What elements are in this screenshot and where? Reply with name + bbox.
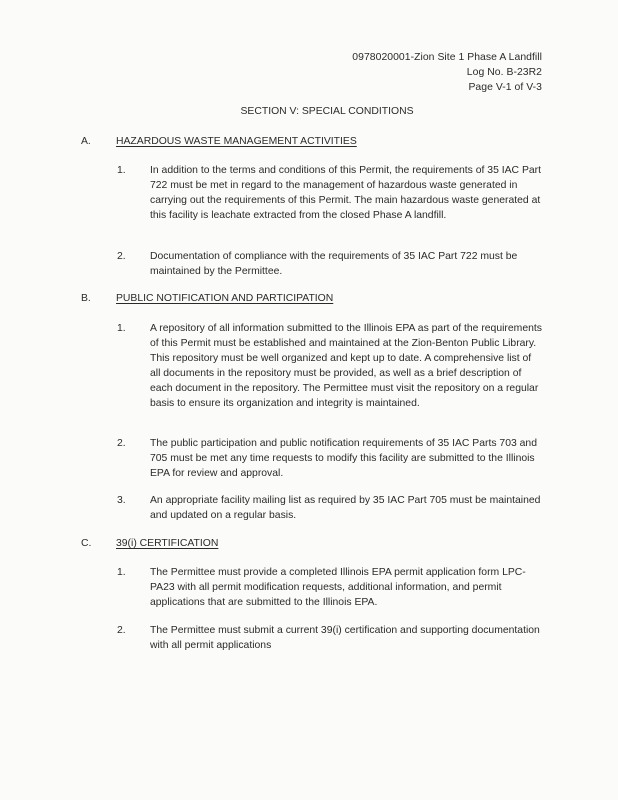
section-b-letter: B. <box>81 293 91 304</box>
facility-id-line: 0978020001-Zion Site 1 Phase A Landfill <box>352 52 542 63</box>
section-a-heading: HAZARDOUS WASTE MANAGEMENT ACTIVITIES <box>116 136 357 147</box>
section-c-item-2-number: 2. <box>117 625 126 636</box>
section-a-item-2-number: 2. <box>117 251 126 262</box>
section-a-letter: A. <box>81 136 91 147</box>
section-a-item-1-number: 1. <box>117 165 126 176</box>
section-b-item-2-number: 2. <box>117 438 126 449</box>
section-c-letter: C. <box>81 538 92 549</box>
section-b-item-1-number: 1. <box>117 323 126 334</box>
section-a-item-2-text: Documentation of compliance with the requirements of 35 IAC Part 722 must be maintained by the Permittee. <box>150 251 518 277</box>
section-a-item-1-text: In addition to the terms and conditions of this Permit, the requirements of 35 IAC Part 722 must be met in regard to the management of hazardous waste generated in carrying out the requirements of this Permit. The main hazardous waste generated at this facility is leachate extracted from the closed Phase A landfill. <box>150 165 542 221</box>
document-header <box>352 50 542 95</box>
section-b-item-3-number: 3. <box>117 495 126 506</box>
page-number-line: Page V-1 of V-3 <box>468 82 542 93</box>
section-b-heading: PUBLIC NOTIFICATION AND PARTICIPATION <box>116 293 334 304</box>
log-number-line: Log No. B-23R2 <box>466 67 542 78</box>
section-b-item-1-text: A repository of all information submitted to the Illinois EPA as part of the requirements of this Permit must be established and maintained at the Zion-Benton Public Library. This repository must be well organized and kept up to date. A comprehensive list of all documents in the repository must be provided, as well as a brief description of each document in the repository. The Permittee must visit the repository on a regular basis to ensure its organization and integrity is maintained. <box>150 323 542 409</box>
section-c-item-1-text: The Permittee must provide a completed Illinois EPA permit application form LPC-PA23 with all permit modification requests, additional information, and permit applications that are submitted to the Illinois EPA. <box>150 567 526 608</box>
section-c-heading: 39(i) CERTIFICATION <box>116 538 219 549</box>
section-c-item-1-number: 1. <box>117 567 126 578</box>
section-c-item-2-text: The Permittee must submit a current 39(i) certification and supporting documentation with all permit applications <box>150 625 540 651</box>
section-title: SECTION V: SPECIAL CONDITIONS <box>240 106 414 117</box>
section-b-item-2-text: The public participation and public notification requirements of 35 IAC Parts 703 and 705 must be met any time requests to modify this facility are submitted to the Illinois EPA for review and approval. <box>150 438 537 479</box>
section-b-item-3-text: An appropriate facility mailing list as required by 35 IAC Part 705 must be maintained and updated on a regular basis. <box>150 495 541 521</box>
